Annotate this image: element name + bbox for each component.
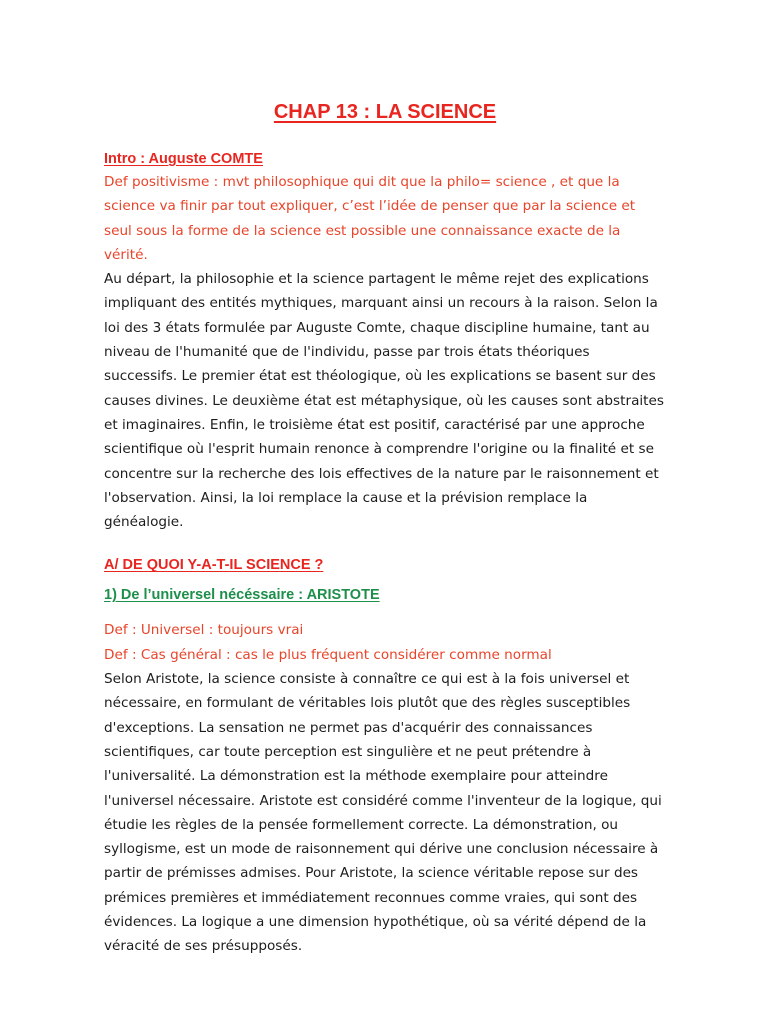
page-title: CHAP 13 : LA SCIENCE xyxy=(273,101,497,123)
section-spacer xyxy=(104,576,666,584)
intro-paragraph: Au départ, la philosophie et la science partagent le même rejet des explications impliquant des entités mythiques, marquant ainsi un recours à la raison. Selon la loi des 3 états formulée par Auguste Comte, chaque discipline humaine, tant au niveau de l'humanité que de l'individu, passe par trois états théoriques successifs. Le premier état est théologique, où les explications se basent sur des causes divines. Le deuxième état est métaphysique, où les causes sont abstraites et imaginaires. Enfin, le troisième état est positif, caractérisé par une approche scientifique où l'esprit humain renonce à comprendre l'origine ou la finalité et se concentre sur la recherche des lois effectives de la nature par le raisonnement et l'observation. Ainsi, la loi remplace la cause et la prévision remplace la généalogie. xyxy=(104,271,664,531)
intro-definition: Def positivisme : mvt philosophique qui dit que la philo= science , et que la science va finir par tout expliquer, c’est l’idée de penser que par la science et seul sous la forme de la science est possible une connaissance exacte de la vérité. xyxy=(104,174,636,263)
section-a-heading: A/ DE QUOI Y-A-T-IL SCIENCE ? xyxy=(104,557,324,574)
section-spacer xyxy=(104,606,666,618)
section-spacer xyxy=(104,534,666,554)
document-content xyxy=(104,96,666,959)
aristote-paragraph: Selon Aristote, la science consiste à connaître ce qui est à la fois universel et nécessaire, en formulant de véritables lois plutôt que des règles susceptibles d'exceptions. La sensation ne permet pas d'acquérir des connaissances scientifiques, car toute perception est singulière et ne peut prétendre à l'universalité. La démonstration est la méthode exemplaire pour atteindre l'universel nécessaire. Aristote est considéré comme l'inventeur de la logique, qui étudie les règles de la pensée formellement correcte. La démonstration, ou syllogisme, est un mode de raisonnement qui dérive une conclusion nécessaire à partir de prémisses admises. Pour Aristote, la science véritable repose sur des prémices premières et immédiatement reconnues comme vraies, qui sont des évidences. La logique a une dimension hypothétique, où sa vérité dépend de la véracité de ses présupposés. xyxy=(104,671,662,955)
intro-heading: Intro : Auguste COMTE xyxy=(104,151,263,167)
definition-universel: Def : Universel : toujours vrai xyxy=(104,622,304,639)
definition-cas-general: Def : Cas général : cas le plus fréquent considérer comme normal xyxy=(104,646,552,663)
subsection-1-heading: 1) De l’universel nécéssaire : ARISTOTE xyxy=(104,587,380,604)
